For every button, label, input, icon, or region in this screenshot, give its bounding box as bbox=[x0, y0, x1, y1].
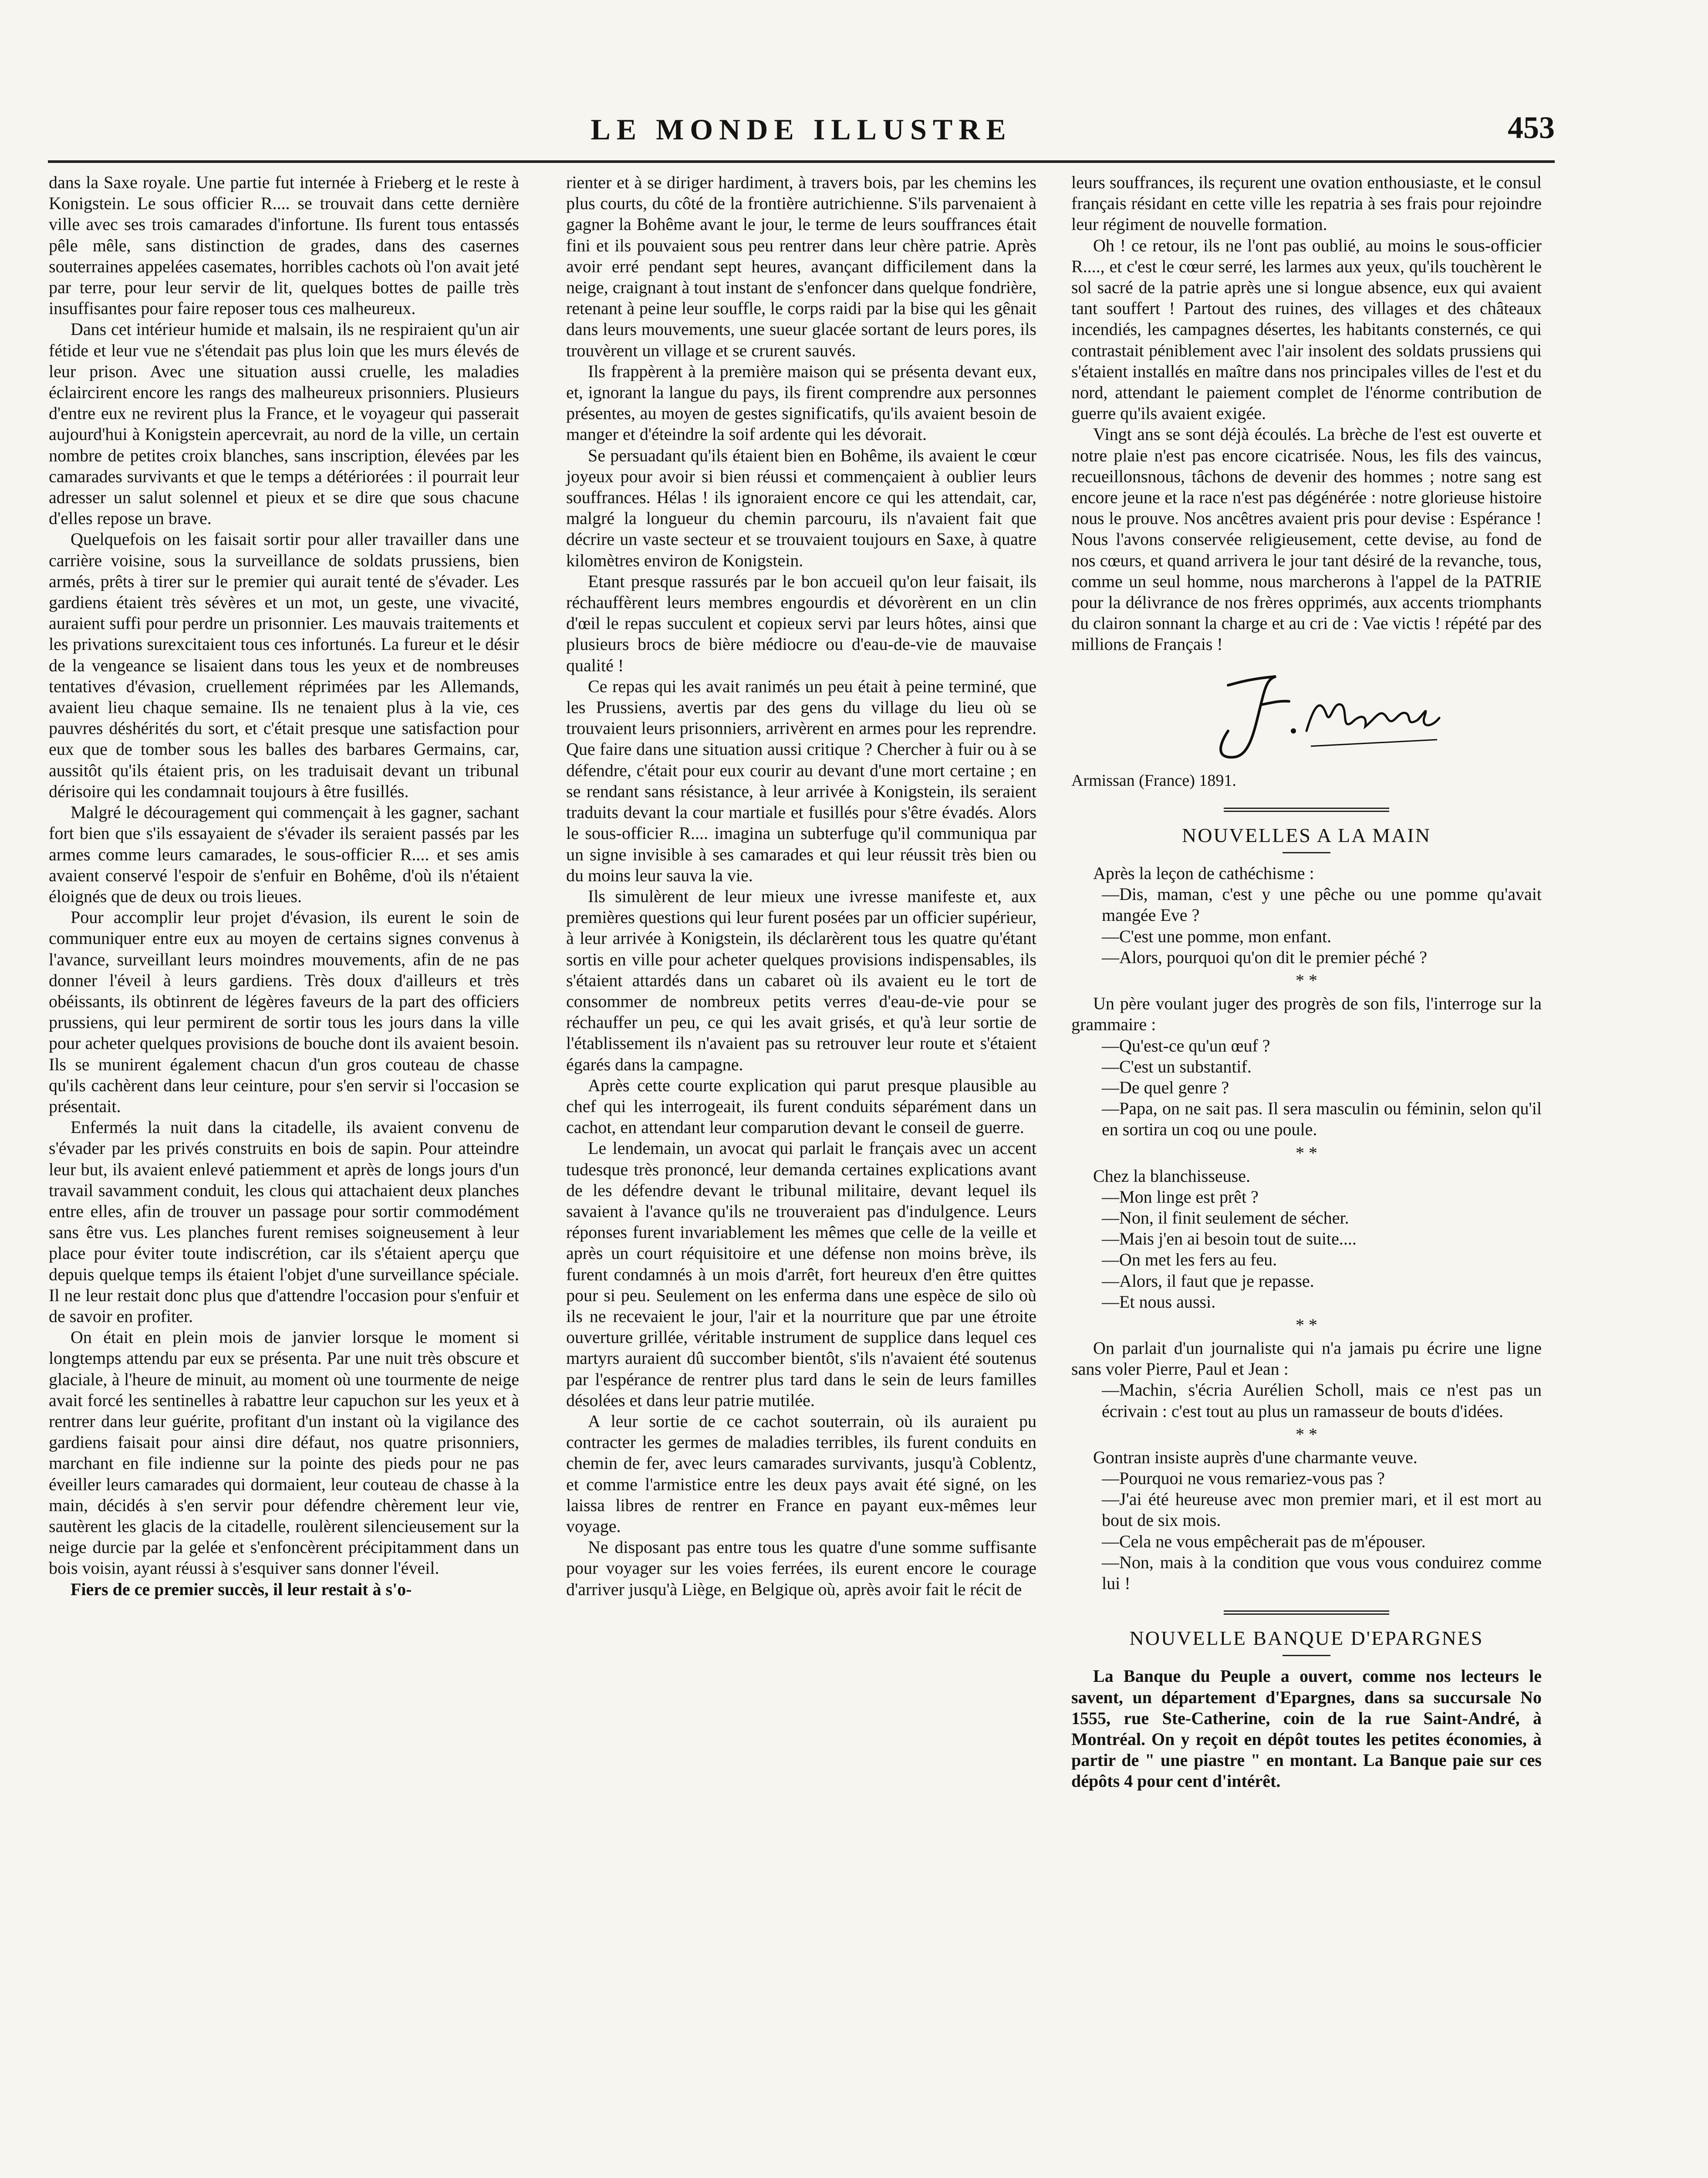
dialog-line: —Mon linge est prêt ? bbox=[1102, 1187, 1259, 1207]
section-divider bbox=[1224, 1610, 1389, 1615]
asterism: * * bbox=[1296, 1315, 1317, 1335]
dialog-line: —Cela ne vous empêcherait pas de m'épouser. bbox=[1102, 1531, 1426, 1551]
place-date: Armissan (France) 1891. bbox=[1071, 771, 1236, 790]
dialog-line: —J'ai été heureuse avec mon premier mari, et il est mort au bout de six mois. bbox=[1102, 1489, 1542, 1530]
dialog-line: —C'est une pomme, mon enfant. bbox=[1102, 926, 1332, 946]
paragraph: Fiers de ce premier succès, il leur restait à s'o- bbox=[71, 1579, 412, 1599]
paragraph: Ne disposant pas entre tous les quatre d'une somme suffisante pour voyager sur les voies ferrées, ils eurent encore le courage d'arriver jusqu'à Liège, en Belgique où, après avoir fait le récit de bbox=[566, 1537, 1036, 1599]
asterism: * * bbox=[1296, 971, 1317, 991]
dialog-line: —Mais j'en ai besoin tout de suite.... bbox=[1102, 1229, 1357, 1249]
paragraph: Après cette courte explication qui parut presque plausible au chef qui les interrogeait, ils furent conduits séparément dans un cachot, en attendant leur comparution devant le conseil de guerre. bbox=[566, 1075, 1036, 1137]
page-number: 453 bbox=[1508, 110, 1555, 145]
signature-graphic bbox=[1202, 666, 1446, 766]
paragraph: Ils frappèrent à la première maison qui se présenta devant eux, et, ignorant la langue du pays, ils firent comprendre aux personnes présentes, au moyen de gestes significatifs, qu'ils avaient besoin de manger et d'éteindre la soif ardente qui les dévorait. bbox=[566, 361, 1036, 444]
column-2 bbox=[566, 172, 1036, 1600]
paragraph: dans la Saxe royale. Une partie fut internée à Frieberg et le reste à Konigstein. Le sous officier R.... se trouvait dans cette dernière ville avec ses trois camarades d'infortune. Ils furent tous entassés pêle mêle, sans distinction de grades, dans des casernes souterraines appelées casemates, horribles cachots où l'on avait jeté par terre, pour leur servir de lit, quelques bottes de paille très insuffisantes pour faire reposer tous ces malheureux. bbox=[49, 172, 519, 318]
paragraph: Oh ! ce retour, ils ne l'ont pas oublié, au moins le sous-officier R...., et c'est le cœur serré, les larmes aux yeux, qu'ils touchèrent le sol sacré de la patrie après une si longue absence, eux qui avaient tant souffert ! Partout des ruines, des villages et des châteaux incendiés, les campagnes désertes, les habitants consternés, ce qui contrastait péniblement avec l'air insolent des soldats prussiens qui s'étaient installés en maître dans nos principales villes de l'est et du nord, attendant le paiement complet de l'énorme contribution de guerre qu'ils avaient exigée. bbox=[1071, 235, 1542, 423]
paragraph: Malgré le découragement qui commençait à les gagner, sachant fort bien que s'ils essayaient de s'évader ils seraient passés par les armes comme leurs camarades, le sous-officier R.... et ses amis avaient conservé l'espoir de s'enfuir en Bohême, d'où ils n'étaient éloignés que de deux ou trois lieues. bbox=[49, 802, 519, 906]
paragraph: Se persuadant qu'ils étaient bien en Bohême, ils avaient le cœur joyeux pour avoir si bien réussi et commençaient à oublier leurs souffrances. Hélas ! ils ignoraient encore ce qui les attendait, car, malgré la longueur du chemin parcouru, ils n'avaient fait que décrire un vaste secteur et se trouvaient toujours en Saxe, à quatre kilomètres environ de Konigstein. bbox=[566, 445, 1036, 570]
section-divider bbox=[1224, 808, 1389, 812]
dialog-line: Après la leçon de cathéchisme : bbox=[1093, 863, 1314, 883]
paragraph: Vingt ans se sont déjà écoulés. La brèche de l'est est ouverte et notre plaie n'est pas encore cicatrisée. Nous, les fils des vaincus, recueillonsnous, tâchons de devenir des hommes ; notre sang est encore jeune et la race n'est pas dégénérée : notre glorieuse histoire nous le prouve. Nos ancêtres avaient pris pour devise : Espérance ! Nous l'avons conservée religieusement, cette devise, au fond de nos cœurs, et quand arrivera le jour tant désiré de la revanche, tous, comme un seul homme, nous marcherons à l'appel de la PATRIE pour la délivrance de nos frères opprimés, aux accents triomphants du clairon sonnant la charge et au cri de : Vae victis ! répété par des millions de Français ! bbox=[1071, 424, 1542, 654]
paragraph: Le lendemain, un avocat qui parlait le français avec un accent tudesque très prononcé, leur demanda certaines explications avant de les défendre devant le tribunal militaire, devant lequel ils savaient à l'avance qu'ils ne trouveraient pas d'indulgence. Leurs réponses furent invariablement les mêmes que celle de la veille et après un court réquisitoire et une défense non moins brève, ils furent condamnés à un mois d'arrêt, fort heureux d'en être quittes pour si peu. Seulement on les enferma dans une espèce de silo où ils ne recevaient le jour, l'air et la nourriture que par une étroite ouverture grillée, véritable instrument de supplice dans lequel ces martyrs auraient dû succomber bientôt, s'ils n'avaient été soutenus par l'espérance de rentrer plus tard dans le sein de leurs familles désolées et dans leur patrie mutilée. bbox=[566, 1138, 1036, 1410]
dialog-line: —Dis, maman, c'est y une pêche ou une pomme qu'avait mangée Eve ? bbox=[1102, 884, 1542, 925]
paragraph: A leur sortie de ce cachot souterrain, où ils auraient pu contracter les germes de maladies terribles, ils furent conduits en chemin de fer, avec leurs camarades survivants, jusqu'à Coblentz, et comme l'armistice entre les deux pays avait été signé, on les laissa libres de rentrer en France en payant eux-mêmes leur voyage. bbox=[566, 1411, 1036, 1536]
paragraph: Dans cet intérieur humide et malsain, ils ne respiraient qu'un air fétide et leur vue ne s'étendait pas plus loin que les murs élevés de leur prison. Avec une situation aussi cruelle, les maladies éclaircirent encore les rangs des malheureux prisonniers. Plusieurs d'entre eux ne revirent plus la France, et le voyageur qui passerait aujourd'hui à Konigstein apercevrait, au nord de la ville, un certain nombre de petites croix blanches, sans inscription, élevées par les camarades survivants et que le temps a détériorées : il pourrait leur adresser un salut solennel et pieux et se dire que sous chacune d'elles repose un brave. bbox=[49, 319, 519, 528]
masthead-title: LE MONDE ILLUSTRE bbox=[591, 113, 1012, 146]
paragraph: Etant presque rassurés par le bon accueil qu'on leur faisait, ils réchauffèrent leurs membres engourdis et dévorèrent en un clin d'œil le repas succulent et copieux servi par leurs hôtes, ainsi que plusieurs brocs de bière médiocre ou d'eau-de-vie de mauvaise qualité ! bbox=[566, 571, 1036, 675]
header-rule bbox=[48, 160, 1555, 163]
section-title-banque: NOUVELLE BANQUE D'EPARGNES bbox=[1129, 1627, 1484, 1650]
column-3 bbox=[1071, 172, 1542, 1792]
paragraph: Pour accomplir leur projet d'évasion, ils eurent le soin de communiquer entre eux au moyen de certains signes convenus à l'avance, surveillant leurs moindres mouvements, afin de ne pas donner l'éveil à leurs gardiens. Très doux d'ailleurs et très obéissants, ils obtinrent de légères faveurs de la part des officiers prussiens, qui leur permirent de sortir tous les jours dans la ville pour acheter quelques provisions de bouche dont ils avaient besoin. Ils se munirent également chacun d'un gros couteau de chasse qu'ils cachèrent dans leur ceinture, pour s'en servir si l'occasion se présentait. bbox=[49, 907, 519, 1116]
page-header bbox=[48, 109, 1555, 157]
dialog-line: —Machin, s'écria Aurélien Scholl, mais ce n'est pas un écrivain : c'est tout au plus un ramasseur de bouts d'idées. bbox=[1102, 1380, 1542, 1421]
dialog-line: —Qu'est-ce qu'un œuf ? bbox=[1102, 1035, 1270, 1055]
asterism: * * bbox=[1296, 1424, 1317, 1444]
dialog-line: —On met les fers au feu. bbox=[1102, 1250, 1277, 1270]
paragraph: Quelquefois on les faisait sortir pour aller travailler dans une carrière voisine, sous la surveillance de soldats prussiens, bien armés, prêts à tirer sur le premier qui aurait tenté de s'évader. Les gardiens étaient très sévères et un mot, un geste, une vivacité, auraient suffi pour perdre un prisonnier. Les mauvais traitements et les privations surexcitaient tous ces infortunés. La fureur et le désir de la vengeance se lisaient dans tous les yeux et de nombreuses tentatives d'évasion, cruellement réprimées par les Allemands, avaient lieu chaque semaine. Ils ne tenaient plus à la vie, ces pauvres déshérités du sort, et c'était presque une satisfaction pour eux que de tomber sous les balles des barbares Germains, car, aussitôt qu'ils étaient pris, on les traduisait devant un tribunal dérisoire qui les condamnait toujours à être fusillés. bbox=[49, 529, 519, 801]
paragraph: Enfermés la nuit dans la citadelle, ils avaient convenu de s'évader par les privés construits en bois de sapin. Pour atteindre leur but, ils avaient enlevé patiemment et après de longs jours d'un travail savamment conduit, les clous qui attachaient deux planches entre elles, afin de trouver un passage pour sortir commodément sans être vus. Les planches furent remises soigneusement à leur place pour éviter toute indiscrétion, car ils s'étaient aperçu que depuis quelque temps ils étaient l'objet d'une surveillance spéciale. Il ne leur restait donc plus que d'attendre l'occasion pour s'enfuir et de savoir en profiter. bbox=[49, 1117, 519, 1326]
paragraph: rienter et à se diriger hardiment, à travers bois, par les chemins les plus courts, du côté de la frontière autrichienne. S'ils parvenaient à gagner la Bohême avant le jour, le terme de leurs souffrances était fini et ils pouvaient sous peu rentrer dans leur chère patrie. Après avoir erré pendant sept heures, avançant difficilement dans la neige, craignant à tout instant de s'enfoncer dans quelque fondrière, retenant à peine leur souffle, le corps raidi par la bise qui les gênait dans leurs mouvements, une sueur glacée sortant de leurs pores, ils trouvèrent un village et se crurent sauvés. bbox=[566, 172, 1036, 360]
dialog-line: On parlait d'un journaliste qui n'a jamais pu écrire une ligne sans voler Pierre, Paul et Jean : bbox=[1071, 1338, 1542, 1379]
dialog-line: Gontran insiste auprès d'une charmante veuve. bbox=[1093, 1447, 1418, 1467]
section-title-nouvelles: NOUVELLES A LA MAIN bbox=[1182, 824, 1431, 846]
dialog-line: —Et nous aussi. bbox=[1102, 1292, 1216, 1312]
signature bbox=[1071, 661, 1542, 770]
title-underline bbox=[1283, 852, 1330, 853]
paragraph: On était en plein mois de janvier lorsque le moment si longtemps attendu par eux se présenta. Par une nuit très obscure et glaciale, à l'heure de minuit, au moment où une tourmente de neige avait forcé les sentinelles à rabattre leur capuchon sur les yeux et à rentrer dans leur guérite, profitant d'un instant où la vigilance des gardiens faisait pour ainsi dire défaut, nos quatre prisonniers, marchant en file indienne sur la pointe des pieds pour ne pas éveiller leurs camarades qui dormaient, leur couteau de chasse à la main, décidés à s'en servir pour défendre chèrement leur vie, sautèrent les glacis de la citadelle, roulèrent silencieusement sur la neige durcie par la gelée et s'enfoncèrent précipitamment dans un bois voisin, ayant réussi à s'esquiver sans donner l'éveil. bbox=[49, 1327, 519, 1578]
title-underline bbox=[1283, 1655, 1330, 1656]
dialog-line: —C'est un substantif. bbox=[1102, 1056, 1252, 1076]
column-1 bbox=[49, 172, 519, 1600]
paragraph: Ce repas qui les avait ranimés un peu était à peine terminé, que les Prussiens, avertis par des gens du village du lieu où se trouvaient leurs prisonniers, arrivèrent en armes pour les reprendre. Que faire dans une situation aussi critique ? Chercher à fuir ou à se défendre, c'était pour eux courir au devant d'une mort certaine ; en se rendant sans résistance, à leur arrivée à Konigstein, ils seraient traduits devant la cour martiale et fusillés pour s'être évadés. Alors le sous-officier R.... imagina un subterfuge qu'il communiqua par un signe invisible à ses camarades et qui leur réussit très bien ou du moins leur sauva la vie. bbox=[566, 676, 1036, 885]
dialog-line: —Papa, on ne sait pas. Il sera masculin ou féminin, selon qu'il en sortira un coq ou une poule. bbox=[1102, 1099, 1542, 1140]
paragraph: leurs souffrances, ils reçurent une ovation enthousiaste, et le consul français résidant en cette ville les repatria à ses frais pour rejoindre leur régiment de nouvelle formation. bbox=[1071, 172, 1542, 234]
paragraph: Ils simulèrent de leur mieux une ivresse manifeste et, aux premières questions qui leur furent posées par un officier supérieur, à leur arrivée à Konigstein, ils déclarèrent tous les quatre qu'étant sortis en ville pour acheter quelques provisions indispensables, ils s'étaient attardés dans un cabaret où ils avaient eu le tort de consommer de nombreux petits verres d'eau-de-vie pour se réchauffer un peu, ce qui les avait grisés, et qu'à leur sortie de l'établissement ils n'avaient pas su retrouver leur route et s'étaient égarés dans la campagne. bbox=[566, 886, 1036, 1074]
dialog-line: —Alors, il faut que je repasse. bbox=[1102, 1271, 1314, 1291]
asterism: * * bbox=[1296, 1143, 1317, 1163]
dialog-line: —Pourquoi ne vous remariez-vous pas ? bbox=[1102, 1468, 1385, 1488]
dialog-line: —Non, mais à la condition que vous vous conduirez comme lui ! bbox=[1102, 1552, 1542, 1593]
dialog-line: Un père voulant juger des progrès de son fils, l'interroge sur la grammaire : bbox=[1071, 994, 1542, 1035]
dialog-line: Chez la blanchisseuse. bbox=[1093, 1166, 1250, 1186]
dialog-line: —Non, il finit seulement de sécher. bbox=[1102, 1207, 1349, 1228]
banque-paragraph: La Banque du Peuple a ouvert, comme nos lecteurs le savent, un département d'Epargnes, dans sa succursale No 1555, rue Ste-Catherine, coin de la rue Saint-André, à Montréal. On y reçoit en dépôt toutes les petites économies, à partir de " une piastre " en montant. La Banque paie sur ces dépôts 4 pour cent d'intérêt. bbox=[1071, 1666, 1542, 1791]
dialog-line: —Alors, pourquoi qu'on dit le premier péché ? bbox=[1102, 947, 1428, 967]
dialog-line: —De quel genre ? bbox=[1102, 1077, 1229, 1097]
